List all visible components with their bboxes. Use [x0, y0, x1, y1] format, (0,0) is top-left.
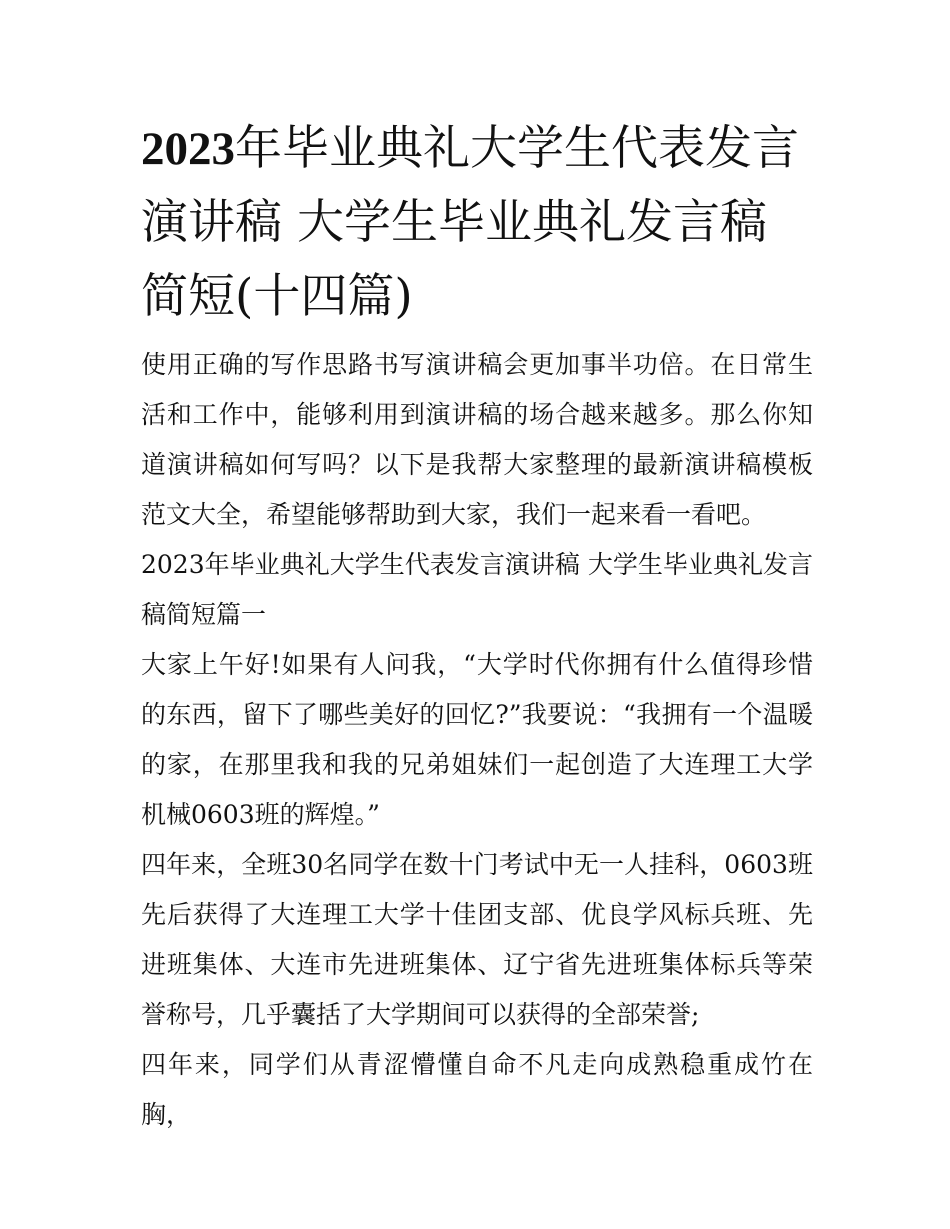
section-heading: 2023年毕业典礼大学生代表发言演讲稿 大学生毕业典礼发言稿简短篇一: [141, 550, 813, 629]
intro-paragraph: 使用正确的写作思路书写演讲稿会更加事半功倍。在日常生活和工作中，能够利用到演讲稿的场合越来越多。那么你知道演讲稿如何写吗？以下是我帮大家整理的最新演讲稿模板范文大全，希望能够帮助到大家，我们一起来看一看吧。: [141, 350, 813, 529]
document-page: [141, 112, 813, 1140]
body-paragraph: 大家上午好!如果有人问我，“大学时代你拥有什么值得珍惜的东西，留下了哪些美好的回忆?”我要说：“我拥有一个温暖的家，在那里我和我的兄弟姐妹们一起创造了大连理工大学机械0603班的辉煌。”: [141, 650, 813, 829]
body-paragraph: 四年来，全班30名同学在数十门考试中无一人挂科，0603班先后获得了大连理工大学十佳团支部、优良学风标兵班、先进班集体、大连市先进班集体、辽宁省先进班集体标兵等荣誉称号，几乎囊括了大学期间可以获得的全部荣誉;: [141, 850, 813, 1029]
body-paragraph: 四年来，同学们从青涩懵懂自命不凡走向成熟稳重成竹在胸，: [141, 1050, 813, 1129]
title-text: 年毕业典礼大学生代表发言演讲稿 大学生毕业典礼发言稿简短(十四篇): [141, 121, 799, 324]
title-year: 2023: [141, 123, 235, 175]
document-title: [141, 112, 813, 334]
